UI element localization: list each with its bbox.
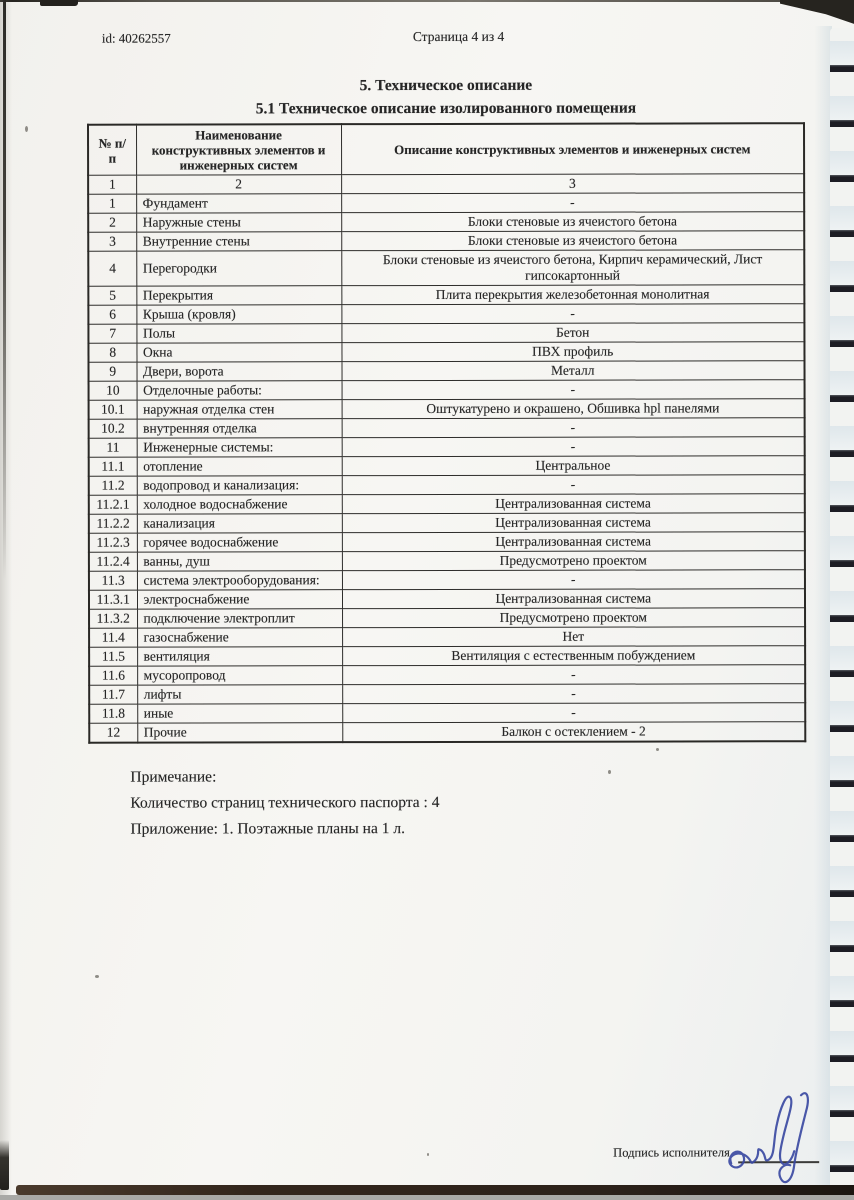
- element-name: канализация: [137, 514, 342, 533]
- column-number: 2: [136, 175, 341, 194]
- element-name: Двери, ворота: [137, 362, 342, 381]
- row-number: 6: [88, 305, 136, 324]
- row-number: 5: [88, 286, 136, 305]
- table-row: [89, 532, 805, 552]
- table-row: [89, 551, 805, 571]
- table-row: [89, 589, 805, 609]
- element-name: Полы: [136, 324, 341, 343]
- row-number: 11.2.2: [89, 514, 137, 533]
- table-header-row: [88, 123, 804, 175]
- row-number: 12: [89, 723, 137, 743]
- table-body: [88, 193, 805, 743]
- element-description: Блоки стеновые из ячеистого бетона: [341, 231, 804, 251]
- element-name: система электрооборудования:: [137, 571, 342, 590]
- element-name: Внутренние стены: [136, 232, 341, 251]
- row-number: 10: [89, 381, 137, 400]
- section-title: 5. Техническое описание: [359, 76, 533, 95]
- row-number: 11.5: [89, 647, 137, 666]
- element-description: Централизованная система: [342, 532, 805, 552]
- table-row: [88, 193, 804, 213]
- element-description: Предусмотрено проектом: [342, 551, 805, 571]
- notes-page-count: Количество страниц технического паспорта : 4: [130, 793, 440, 812]
- table-row: [88, 212, 804, 232]
- element-name: электроснабжение: [137, 590, 342, 609]
- element-name: ванны, душ: [137, 552, 342, 571]
- table-row: [89, 684, 805, 704]
- element-name: Перекрытия: [136, 286, 341, 305]
- element-description: Централизованная система: [342, 494, 805, 514]
- element-name: Фундамент: [136, 194, 341, 213]
- element-name: Окна: [136, 343, 341, 362]
- element-description: -: [342, 437, 805, 457]
- row-number: 8: [88, 343, 136, 362]
- element-description: Централизованная система: [342, 513, 805, 533]
- row-number: 3: [88, 232, 136, 251]
- column-header-description: Описание конструктивных элементов и инженерных систем: [341, 123, 804, 174]
- element-name: холодное водоснабжение: [137, 495, 342, 514]
- table-row: [89, 608, 805, 628]
- element-description: -: [342, 684, 805, 704]
- element-name: мусоропровод: [137, 666, 342, 685]
- column-number: 1: [88, 175, 136, 194]
- table-row: [89, 665, 805, 685]
- element-description: Оштукатурено и окрашено, Обшивка hpl панелями: [342, 399, 805, 419]
- table-row: [89, 418, 805, 438]
- element-description: Блоки стеновые из ячеистого бетона, Кирпич керамический, Лист гипсокартонный: [341, 250, 804, 286]
- notes-attachment: Приложение: 1. Поэтажные планы на 1 л.: [130, 820, 405, 838]
- row-number: 11: [89, 438, 137, 457]
- element-name: газоснабжение: [137, 628, 342, 647]
- table-row: [89, 646, 805, 666]
- table-row: [88, 323, 804, 343]
- page-number-label: Страница 4 из 4: [412, 28, 505, 45]
- element-name: Прочие: [137, 723, 342, 743]
- table-row: [88, 342, 804, 362]
- element-name: подключение электроплит: [137, 609, 342, 628]
- row-number: 4: [88, 251, 136, 286]
- row-number: 11.2.1: [89, 495, 137, 514]
- executor-signature: [723, 1087, 823, 1191]
- row-number: 11.3: [89, 571, 137, 590]
- row-number: 11.4: [89, 628, 137, 647]
- element-name: отопление: [137, 457, 342, 476]
- row-number: 11.8: [89, 704, 137, 723]
- element-name: внутренняя отделка: [137, 419, 342, 438]
- element-name: наружная отделка стен: [137, 400, 342, 419]
- element-description: Централизованная система: [342, 589, 805, 609]
- element-name: водопровод и канализация:: [137, 476, 342, 495]
- row-number: 1: [88, 194, 136, 213]
- row-number: 7: [88, 324, 136, 343]
- row-number: 11.6: [89, 666, 137, 685]
- tech-description-table: [87, 122, 806, 744]
- element-description: -: [342, 703, 805, 723]
- table-row: [89, 494, 805, 514]
- row-number: 10.1: [89, 400, 137, 419]
- table-row: [88, 304, 804, 324]
- row-number: 11.2.3: [89, 533, 137, 552]
- row-number: 2: [88, 213, 136, 232]
- row-number: 10.2: [89, 419, 137, 438]
- element-description: Нет: [342, 627, 805, 647]
- row-number: 9: [89, 362, 137, 381]
- notes-label: Примечание:: [130, 768, 217, 786]
- element-description: ПВХ профиль: [341, 342, 804, 362]
- table-row: [88, 250, 804, 286]
- signature-path: [729, 1093, 808, 1182]
- row-number: 11.7: [89, 685, 137, 704]
- column-header-element-name: Наименование конструктивных элементов и инженерных систем: [136, 124, 341, 175]
- subsection-title: 5.1 Техническое описание изолированного помещения: [255, 99, 637, 118]
- row-number: 11.2: [89, 476, 137, 495]
- table-row: [89, 722, 805, 743]
- element-description: Центральное: [342, 456, 805, 476]
- row-number: 11.3.1: [89, 590, 137, 609]
- table-row: [89, 570, 805, 590]
- table-row: [89, 399, 805, 419]
- table-row: [89, 513, 805, 533]
- element-name: Отделочные работы:: [137, 381, 342, 400]
- row-number: 11.1: [89, 457, 137, 476]
- table-row: [89, 437, 805, 457]
- element-description: -: [341, 193, 804, 213]
- element-name: Наружные стены: [136, 213, 341, 232]
- element-name: вентиляция: [137, 647, 342, 666]
- element-description: -: [342, 475, 805, 495]
- table-row: [89, 703, 805, 723]
- element-description: Бетон: [341, 323, 804, 343]
- element-name: Инженерные системы:: [137, 438, 342, 457]
- column-number-row: [88, 174, 804, 194]
- document-id: id: 40262557: [101, 30, 171, 46]
- element-description: -: [342, 418, 805, 438]
- element-description: -: [342, 665, 805, 685]
- element-description: Вентиляция с естественным побуждением: [342, 646, 805, 666]
- table-row: [89, 456, 805, 476]
- signature-label: Подпись исполнителя: [613, 1145, 730, 1160]
- table-row: [89, 380, 805, 400]
- element-description: -: [342, 380, 805, 400]
- element-description: Предусмотрено проектом: [342, 608, 805, 628]
- element-description: Балкон с остеклением - 2: [342, 722, 805, 742]
- element-name: горячее водоснабжение: [137, 533, 342, 552]
- element-description: Блоки стеновые из ячеистого бетона: [341, 212, 804, 232]
- table-row: [88, 231, 804, 251]
- table-row: [88, 285, 804, 305]
- table-row: [89, 475, 805, 495]
- table-row: [89, 627, 805, 647]
- row-number: 11.2.4: [89, 552, 137, 571]
- element-name: иные: [137, 704, 342, 723]
- column-number: 3: [341, 174, 804, 194]
- element-description: -: [341, 304, 804, 324]
- column-header-number: № п/п: [88, 125, 136, 176]
- element-description: Плита перекрытия железобетонная монолитная: [341, 285, 804, 305]
- element-description: -: [342, 570, 805, 590]
- row-number: 11.3.2: [89, 609, 137, 628]
- table-row: [89, 361, 805, 381]
- element-name: лифты: [137, 685, 342, 704]
- element-name: Перегородки: [136, 251, 341, 286]
- element-name: Крыша (кровля): [136, 305, 341, 324]
- element-description: Металл: [342, 361, 805, 381]
